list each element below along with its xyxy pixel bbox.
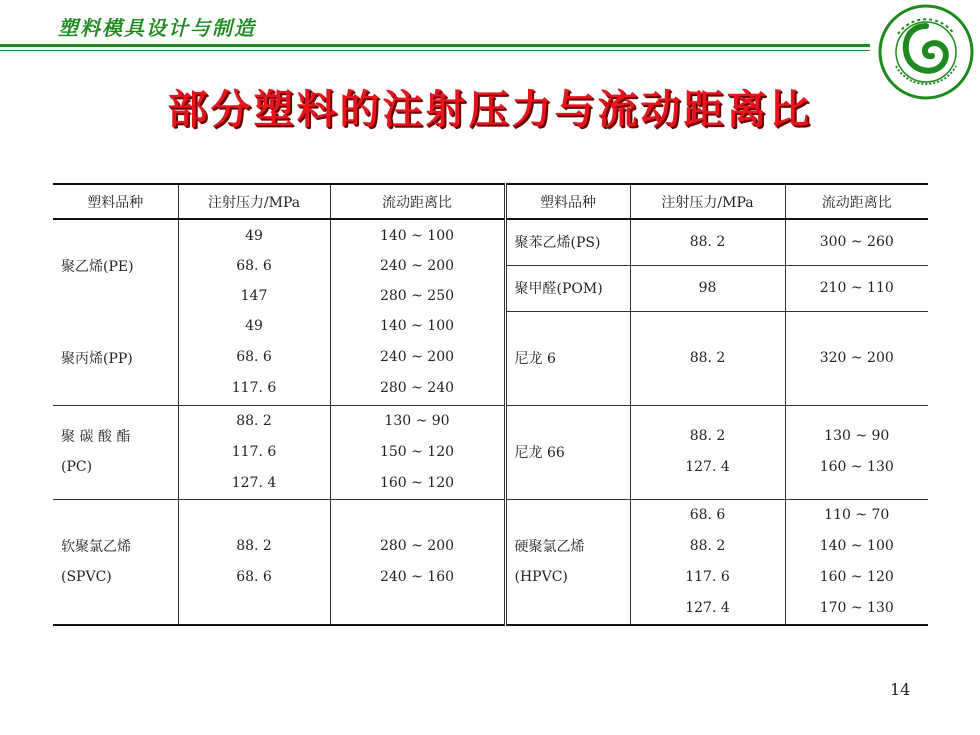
pressure-cell-right: 98 [630,265,785,311]
ratio-cell-right: 130 ~ 90 160 ~ 130 [785,405,928,499]
pressure-cell: 49 68. 6 147 [178,219,330,311]
ratio-cell-right: 300 ~ 260 [785,219,928,265]
material-cell: 软聚氯乙烯 (SPVC) [53,499,178,625]
material-cell: 聚乙烯(PE) [53,219,178,311]
col-header-material-right: 塑料品种 [505,184,630,219]
col-header-material: 塑料品种 [53,184,178,219]
col-header-pressure: 注射压力/MPa [178,184,330,219]
pressure-cell: 88. 2 68. 6 [178,499,330,625]
ratio-cell-right: 320 ~ 200 [785,311,928,405]
ratio-cell: 280 ~ 200 240 ~ 160 [330,499,505,625]
header-rule-thin [0,50,870,51]
material-cell-right: 聚苯乙烯(PS) [505,219,630,265]
ratio-cell-right: 210 ~ 110 [785,265,928,311]
col-header-ratio-right: 流动距离比 [785,184,928,219]
table-row [53,405,928,499]
ratio-cell-right: 110 ~ 70 140 ~ 100 160 ~ 120 170 ~ 130 [785,499,928,625]
pressure-cell-right: 88. 2 127. 4 [630,405,785,499]
material-cell: 聚丙烯(PP) [53,311,178,405]
pressure-cell-right: 88. 2 [630,219,785,265]
page-number: 14 [890,680,911,699]
ratio-cell: 140 ~ 100 240 ~ 200 280 ~ 240 [330,311,505,405]
material-cell-right: 硬聚氯乙烯 (HPVC) [505,499,630,625]
table-row [53,219,928,265]
pressure-cell: 49 68. 6 117. 6 [178,311,330,405]
table-row [53,499,928,625]
ratio-cell: 130 ~ 90 150 ~ 120 160 ~ 120 [330,405,505,499]
header-title: 塑料模具设计与制造 [58,16,256,40]
ratio-cell: 140 ~ 100 240 ~ 200 280 ~ 250 [330,219,505,311]
material-cell-right: 尼龙 6 [505,311,630,405]
table-header-row [53,184,928,219]
pressure-cell-right: 88. 2 [630,311,785,405]
col-header-pressure-right: 注射压力/MPa [630,184,785,219]
material-cell-right: 尼龙 66 [505,405,630,499]
material-cell: 聚 碳 酸 酯 (PC) [53,405,178,499]
pressure-flow-table [53,183,928,626]
table-row [53,311,928,405]
col-header-ratio: 流动距离比 [330,184,505,219]
slide-title: 部分塑料的注射压力与流动距离比 [167,87,813,133]
pressure-cell: 88. 2 117. 6 127. 4 [178,405,330,499]
header-rule [0,44,870,47]
pressure-cell-right: 68. 6 88. 2 117. 6 127. 4 [630,499,785,625]
material-cell-right: 聚甲醛(POM) [505,265,630,311]
